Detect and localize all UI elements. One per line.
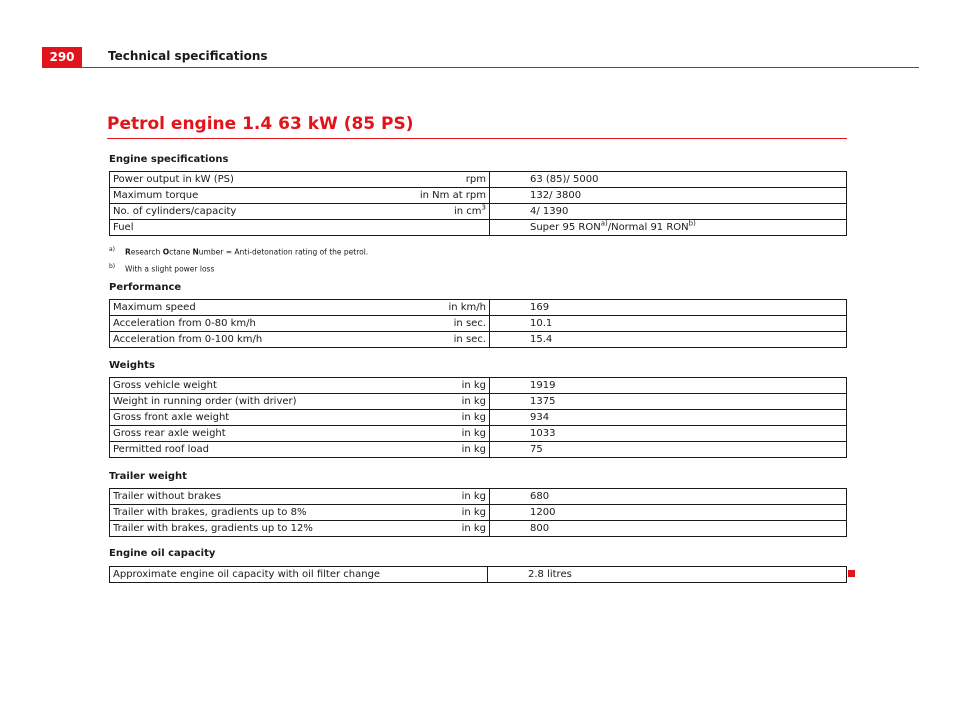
row-label: No. of cylinders/capacity [110,204,337,220]
table-row [110,505,847,521]
row-label: Trailer with brakes, gradients up to 12% [110,521,337,537]
unit-superscript: 3 [481,203,486,212]
footnote-ref-a: a) [600,219,608,228]
footnote-ref-b: b) [688,219,696,228]
row-value: 680 [490,489,847,505]
unit-text: in cm [453,206,482,217]
table-row [110,316,847,332]
footnote-bold-letter: R [125,247,131,257]
row-value: 1375 [490,394,847,410]
weights-title: Weights [109,360,155,371]
table-row [110,220,847,236]
engine-oil-title: Engine oil capacity [109,548,216,559]
row-unit: in kg [336,521,490,537]
row-value: 1200 [490,505,847,521]
row-unit: in kg [336,394,490,410]
footnote-b [109,260,368,277]
row-value: 75 [490,442,847,458]
row-label: Fuel [110,220,337,236]
table-row [110,521,847,537]
row-unit: in sec. [336,332,490,348]
table-row [110,300,847,316]
row-value: 63 (85)/ 5000 [490,172,847,188]
fuel-primary: Super 95 RON [530,222,601,233]
header-divider [42,67,919,68]
table-row [110,204,847,220]
row-unit: in kg [336,489,490,505]
footnote-bold-letter: O [162,247,170,257]
fuel-alternative: /Normal 91 RON [607,222,689,233]
row-label: Maximum speed [110,300,337,316]
performance-title: Performance [109,282,182,293]
footnotes [109,243,368,276]
section-title: Petrol engine 1.4 63 kW (85 PS) [107,114,414,134]
row-unit: in Nm at rpm [336,188,490,204]
footnote-mark: a) [109,246,116,253]
table-row [110,442,847,458]
footnote-text: esearch [130,247,163,257]
engine-specs-title: Engine specifications [109,154,229,165]
row-label: Trailer with brakes, gradients up to 8% [110,505,337,521]
row-label: Acceleration from 0-100 km/h [110,332,337,348]
table-row [110,172,847,188]
table-row [110,188,847,204]
row-value: 2.8 litres [488,567,847,583]
section-divider [107,138,847,139]
row-unit: in kg [336,505,490,521]
row-value: 1033 [490,426,847,442]
row-unit: in kg [336,426,490,442]
footnote-mark: b) [109,262,116,270]
row-unit: in km/h [336,300,490,316]
row-value [490,220,847,236]
row-label: Permitted roof load [110,442,337,458]
header-title: Technical specifications [108,49,268,63]
table-row [110,489,847,505]
row-value: 4/ 1390 [490,204,847,220]
row-value: 934 [490,410,847,426]
row-label: Maximum torque [110,188,337,204]
row-label: Gross vehicle weight [110,378,337,394]
row-unit [336,220,490,236]
table-row [110,567,847,583]
table-row [110,378,847,394]
row-label: Gross front axle weight [110,410,337,426]
row-label: Gross rear axle weight [110,426,337,442]
footnote-text: umber = Anti-detonation rating of the petrol. [198,247,369,257]
table-row [110,332,847,348]
footnote-text: ctane [169,247,193,257]
footnote-text: With a slight power loss [125,264,215,273]
trailer-weight-title: Trailer weight [109,471,187,482]
engine-specs-table [109,171,847,236]
row-value: 800 [490,521,847,537]
row-label: Acceleration from 0-80 km/h [110,316,337,332]
row-unit [336,204,490,220]
footnote-bold-letter: N [192,247,199,257]
row-label: Power output in kW (PS) [110,172,337,188]
row-value: 1919 [490,378,847,394]
performance-table [109,299,847,348]
row-value: 132/ 3800 [490,188,847,204]
weights-table [109,377,847,458]
section-end-marker [848,570,855,577]
row-unit: in sec. [336,316,490,332]
row-unit: in kg [336,442,490,458]
row-label: Weight in running order (with driver) [110,394,337,410]
row-value: 10.1 [490,316,847,332]
row-value: 15.4 [490,332,847,348]
row-unit: rpm [336,172,490,188]
table-row [110,426,847,442]
row-label: Trailer without brakes [110,489,337,505]
table-row [110,410,847,426]
row-label: Approximate engine oil capacity with oil filter change [110,567,488,583]
row-value: 169 [490,300,847,316]
table-row [110,394,847,410]
trailer-weight-table [109,488,847,537]
footnote-a [109,243,368,260]
row-unit: in kg [336,410,490,426]
row-unit: in kg [336,378,490,394]
page-number: 290 [42,47,82,68]
engine-oil-table [109,566,847,583]
